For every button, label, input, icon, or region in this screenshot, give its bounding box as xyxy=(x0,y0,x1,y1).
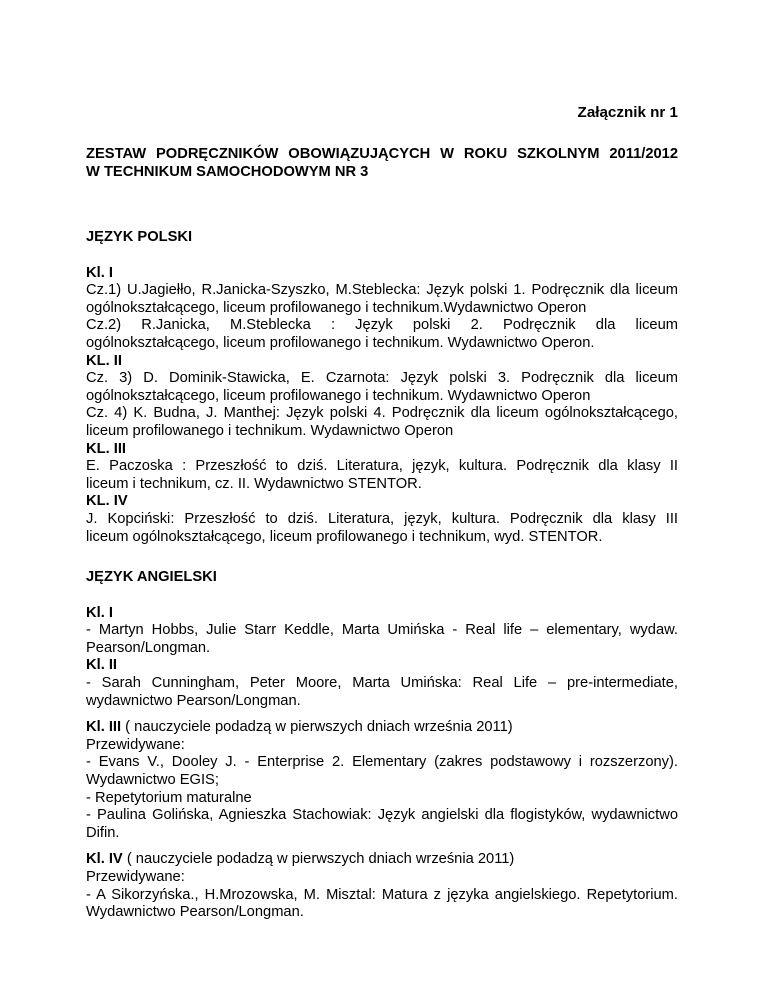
document-title xyxy=(86,146,678,181)
class-label-polish-3: KL. III xyxy=(86,440,126,457)
text-line: Difin. xyxy=(86,824,120,841)
class-label-polish-1: Kl. I xyxy=(86,264,113,281)
text-line: - Repetytorium maturalne xyxy=(86,789,252,806)
text-line: E. Paczoska : Przeszłość to dziś. Literatura, język, kultura. Podręcznik dla klasy II xyxy=(86,458,678,475)
class-label-polish-4: KL. IV xyxy=(86,493,128,510)
text-line: - Evans V., Dooley J. - Enterprise 2. Elementary (zakres podstawowy i rozszerzony). xyxy=(86,754,678,771)
text-line: liceum ogólnokształcącego, liceum profilowanego i technikum, wyd. STENTOR. xyxy=(86,528,603,545)
class-note: ( nauczyciele podadzą w pierwszych dniach września 2011) xyxy=(121,719,513,736)
text-line: Przewidywane: xyxy=(86,868,185,885)
text-line: Cz. 3) D. Dominik-Stawicka, E. Czarnota: Język polski 3. Podręcznik dla liceum xyxy=(86,370,678,387)
class-label-english-4: Kl. IV xyxy=(86,851,123,868)
text-line: ogólnokształcącego, liceum profilowanego i technikum.Wydawnictwo Operon xyxy=(86,299,587,316)
text-line: Wydawnictwo EGIS; xyxy=(86,771,219,788)
section-heading-polish: JĘZYK POLSKI xyxy=(86,229,193,245)
text-line: liceum profilowanego i technikum. Wydawnictwo Operon xyxy=(86,422,454,439)
text-line: - Paulina Golińska, Agnieszka Stachowiak: Język angielski dla flogistyków, wydawnictwo xyxy=(86,807,678,824)
class-line-english-4 xyxy=(86,851,678,869)
text-line: liceum i technikum, cz. II. Wydawnictwo STENTOR. xyxy=(86,475,422,492)
text-line: Pearson/Longman. xyxy=(86,639,211,656)
text-line: Przewidywane: xyxy=(86,736,185,753)
class-label-english-2: Kl. II xyxy=(86,657,118,674)
annex-label: Załącznik nr 1 xyxy=(577,104,678,121)
text-line: - A Sikorzyńska., H.Mrozowska, M. Misztal: Matura z języka angielskiego. Repetytorium. xyxy=(86,886,678,903)
class-label-english-3: Kl. III xyxy=(86,719,122,736)
text-line: - Martyn Hobbs, Julie Starr Keddle, Marta Umińska - Real life – elementary, wydaw. xyxy=(86,622,678,639)
title-line-1: ZESTAW PODRĘCZNIKÓW OBOWIĄZUJĄCYCH W ROKU SZKOLNYM 2011/2012 xyxy=(86,146,678,162)
class-note: ( nauczyciele podadzą w pierwszych dniach września 2011) xyxy=(122,851,515,868)
class-label-polish-2: KL. II xyxy=(86,352,122,369)
text-line: ogólnokształcącego, liceum profilowanego i technikum. Wydawnictwo Operon. xyxy=(86,334,595,351)
text-line: Cz.2) R.Janicka, M.Steblecka : Język polski 2. Podręcznik dla liceum xyxy=(86,317,678,334)
text-line: J. Kopciński: Przeszłość to dziś. Literatura, język, kultura. Podręcznik dla klasy III xyxy=(86,510,678,527)
section-heading-english: JĘZYK ANGIELSKI xyxy=(86,569,217,585)
text-line: Cz.1) U.Jagiełło, R.Janicka-Szyszko, M.Steblecka: Język polski 1. Podręcznik dla liceum xyxy=(86,282,678,299)
class-line-english-3 xyxy=(86,719,678,737)
text-line: - Sarah Cunningham, Peter Moore, Marta Umińska: Real Life – pre-intermediate, xyxy=(86,674,678,691)
text-line: Cz. 4) K. Budna, J. Manthej: Język polski 4. Podręcznik dla liceum ogólnokształcącego, xyxy=(86,405,678,422)
text-line: ogólnokształcącego, liceum profilowanego i technikum. Wydawnictwo Operon xyxy=(86,387,591,404)
text-line: Wydawnictwo Pearson/Longman. xyxy=(86,904,304,921)
title-line-2: W TECHNIKUM SAMOCHODOWYM NR 3 xyxy=(86,163,369,180)
section-english xyxy=(86,569,678,922)
text-line: wydawnictwo Pearson/Longman. xyxy=(86,692,301,709)
section-polish xyxy=(86,229,678,546)
class-label-english-1: Kl. I xyxy=(86,604,113,621)
